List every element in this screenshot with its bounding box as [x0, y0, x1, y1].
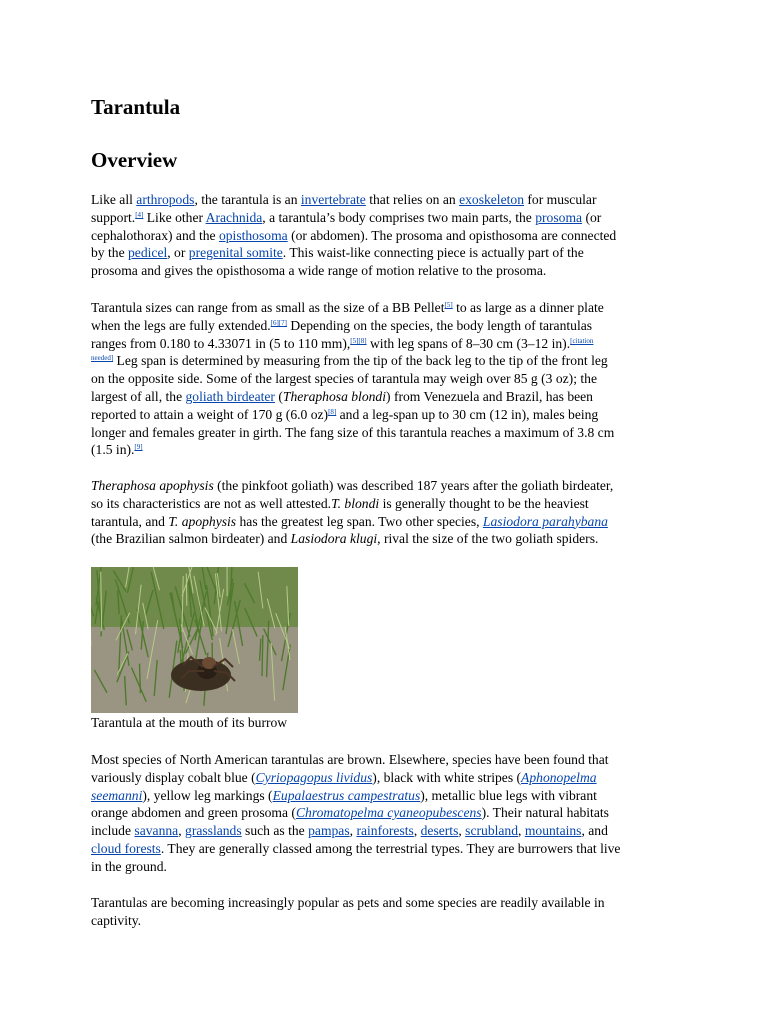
page-title: Tarantula [91, 95, 181, 119]
body-text: ), yellow leg markings ( [142, 787, 273, 803]
body-text: ). Their natural habitats [481, 805, 609, 821]
text-line [91, 262, 681, 280]
body-text: ) from Venezuela and Brazil, has been [386, 388, 593, 404]
text-line [91, 769, 681, 787]
wiki-link[interactable]: Eupalaestrus campestratus [272, 787, 421, 803]
body-text: (or abdomen). The prosoma and opisthosoma are connected [287, 227, 617, 243]
citation-superscript [570, 337, 593, 345]
citation-link[interactable]: [8] [328, 407, 337, 416]
body-text: . This waist-like connecting piece is actually part of the [282, 245, 584, 261]
body-text: for muscular [524, 192, 597, 207]
text-line [91, 840, 681, 858]
body-text: longer and females greater in girth. The fang size of this tarantula reaches a maximum of 3.8 cm [91, 424, 615, 440]
text-line [91, 495, 681, 513]
paragraph-coloration [91, 751, 681, 876]
citation-link[interactable]: [6][7] [270, 318, 288, 327]
body-text: , [178, 823, 186, 839]
italic-text: T. blondi [331, 495, 380, 511]
body-text: to as large as a dinner plate [452, 300, 604, 315]
text-line [91, 822, 681, 840]
body-text: (the Brazilian salmon birdeater) and [91, 531, 291, 547]
body-text: , a tarantula’s body comprises two main parts, the [262, 209, 536, 225]
citation-link[interactable]: [4] [135, 210, 144, 219]
body-text: reported to attain a weight of 170 g (6.0 oz) [91, 406, 329, 422]
body-text: largest of all, the [91, 388, 186, 404]
text-line [91, 912, 681, 930]
text-line [91, 244, 681, 262]
wiki-link[interactable]: Chromatopelma cyaneopubescens [295, 805, 482, 821]
wiki-link[interactable]: Arachnida [205, 209, 263, 225]
wiki-link[interactable]: cloud forests [91, 840, 161, 856]
text-line [91, 530, 681, 548]
wiki-link[interactable]: Aphonopelma [521, 769, 597, 785]
text-line [91, 787, 681, 805]
text-line [91, 406, 681, 424]
body-text: with leg spans of 8–30 cm (3–12 in). [366, 335, 571, 351]
body-text: Leg span is determined by measuring from the tip of the back leg to the tip of the front leg [113, 353, 608, 369]
text-line [91, 317, 681, 335]
citation-link[interactable]: [citation [570, 336, 594, 345]
wiki-link[interactable]: rainforests [356, 823, 414, 839]
text-line [91, 191, 681, 209]
body-text: tarantula, and [91, 513, 169, 529]
wiki-link[interactable]: prosoma [535, 209, 583, 225]
body-text: such as the [241, 823, 309, 839]
section-heading-overview: Overview [91, 148, 178, 172]
citation-superscript [134, 443, 142, 451]
text-line [91, 209, 681, 227]
text-line [91, 751, 681, 769]
italic-text: Lasiodora klugi [290, 531, 378, 547]
body-text: (1.5 in). [91, 442, 135, 458]
text-line [91, 858, 681, 876]
body-text: in the ground. [91, 858, 167, 874]
body-text: that relies on an [365, 192, 460, 207]
body-text: Tarantula sizes can range from as small as the size of a BB Pellet [91, 300, 445, 315]
wiki-link[interactable]: deserts [420, 823, 459, 839]
tarantula-burrow-photo [91, 567, 298, 713]
wiki-link[interactable]: grasslands [185, 823, 242, 839]
wiki-link[interactable]: mountains [524, 823, 582, 839]
body-text: captivity. [91, 912, 142, 928]
text-line [91, 804, 681, 822]
body-text: when the legs are fully extended. [91, 317, 271, 333]
wiki-link[interactable]: arthropods [136, 192, 195, 207]
wiki-link[interactable]: Lasiodora parahybana [482, 513, 608, 529]
wiki-link[interactable]: pregenital somite [188, 245, 283, 261]
body-text: (the pinkfoot goliath) was described 187 years after the goliath birdeater, [213, 478, 614, 493]
paragraph-pets [91, 894, 681, 930]
body-text: , [518, 823, 525, 839]
wiki-link[interactable]: seemanni [91, 787, 143, 803]
citation-superscript [328, 408, 336, 416]
citation-link[interactable]: [5][8] [350, 336, 367, 345]
body-text: prosoma and gives the opisthosoma a wide range of motion relative to the prosoma. [91, 263, 547, 279]
italic-text: Theraphosa blondi [282, 388, 387, 404]
body-text: has the greatest leg span. Two other species, [236, 513, 483, 529]
image-caption: Tarantula at the mouth of its burrow [91, 715, 288, 730]
text-line [91, 227, 681, 245]
citation-superscript [350, 337, 366, 345]
text-line [91, 352, 681, 370]
body-text: (or [582, 209, 602, 225]
italic-text: T. apophysis [168, 513, 237, 529]
body-text: , [458, 823, 466, 839]
wiki-link[interactable]: invertebrate [300, 192, 366, 207]
citation-superscript [91, 354, 113, 362]
paragraph-anatomy [91, 191, 681, 280]
wiki-link[interactable]: savanna [134, 823, 179, 839]
body-text: ), black with white stripes ( [372, 769, 522, 785]
citation-link[interactable]: needed] [91, 354, 114, 363]
text-line [91, 335, 681, 353]
wiki-link[interactable]: scrubland [465, 823, 519, 839]
body-text: ( [274, 388, 283, 404]
body-text: support. [91, 209, 136, 225]
body-text: include [91, 823, 135, 839]
text-line [91, 299, 681, 317]
body-text: ranges from 0.180 to 4.33071 in (5 to 110 mm), [91, 335, 351, 351]
body-text: , [349, 823, 357, 839]
italic-text: Theraphosa apophysis [91, 478, 214, 493]
body-text: orange abdomen and green prosoma ( [91, 805, 296, 821]
body-text: cephalothorax) and the [91, 227, 219, 243]
text-line [91, 513, 681, 531]
citation-link[interactable]: [5] [444, 301, 453, 309]
citation-superscript [271, 319, 287, 327]
text-line [91, 388, 681, 406]
body-text: Like all [91, 192, 137, 207]
body-text: , [413, 823, 421, 839]
text-line [91, 441, 681, 459]
body-text: Tarantulas are becoming increasingly popular as pets and some species are readily available in [91, 895, 605, 910]
body-text: by the [91, 245, 128, 261]
body-text: ), metallic blue legs with vibrant [420, 787, 597, 803]
body-text: , and [581, 823, 608, 839]
body-text: , the tarantula is an [194, 192, 301, 207]
text-line [91, 424, 681, 442]
body-text: Most species of North American tarantulas are brown. Elsewhere, species have been found that [91, 752, 609, 767]
body-text: Depending on the species, the body length of tarantulas [287, 317, 593, 333]
citation-superscript [445, 301, 453, 309]
body-text: , or [167, 245, 189, 261]
body-text: on the opposite side. Some of the largest species of tarantula may weigh over 85 g (3 oz); the [91, 371, 597, 387]
body-text: is generally thought to be the heaviest [379, 495, 589, 511]
paragraph-species-size [91, 477, 681, 548]
body-text: so its characteristics are not as well attested. [91, 495, 332, 511]
body-text: Like other [143, 209, 206, 225]
text-line [91, 477, 681, 495]
body-text: variously display cobalt blue ( [91, 769, 256, 785]
wiki-link[interactable]: Cyriopagopus lividus [255, 769, 373, 785]
text-line [91, 894, 681, 912]
wiki-link[interactable]: opisthosoma [218, 227, 288, 243]
paragraph-size [91, 299, 681, 459]
text-line [91, 370, 681, 388]
wiki-link[interactable]: pedicel [128, 245, 168, 261]
body-text: , rival the size of the two goliath spiders. [377, 531, 599, 547]
citation-link[interactable]: [9] [134, 443, 143, 452]
body-text: . They are generally classed among the terrestrial types. They are burrowers that live [160, 840, 621, 856]
wiki-link[interactable]: exoskeleton [459, 192, 524, 207]
wiki-link[interactable]: pampas [308, 823, 350, 839]
body-text: and a leg-span up to 30 cm (12 in), males being [336, 406, 599, 422]
wiki-link[interactable]: goliath birdeater [185, 388, 275, 404]
